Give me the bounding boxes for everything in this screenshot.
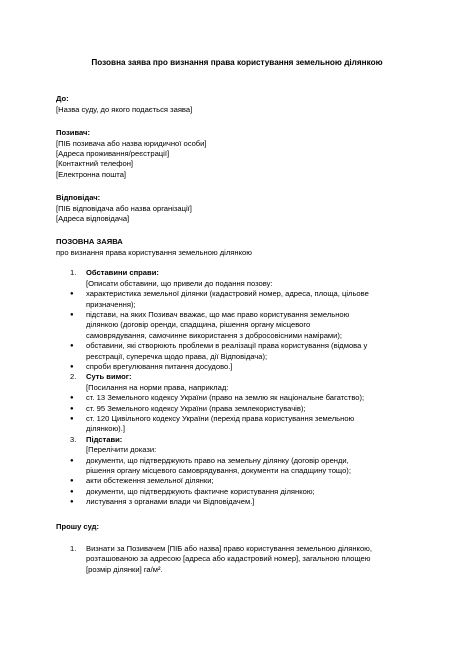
- bullet-text: спроби врегулювання питання досудово.]: [86, 361, 233, 371]
- court-name-placeholder: [Назва суду, до якого подається заява]: [56, 104, 193, 114]
- request-text-cont: [розмір ділянки] га/м².: [86, 564, 163, 574]
- plaintiff-email: [Електронна пошта]: [56, 169, 127, 179]
- defendant-address: [Адреса відповідача]: [56, 214, 130, 224]
- bullet-text-cont: призначення);: [86, 299, 136, 309]
- bullet-item: [56, 414, 418, 435]
- bullet-text-cont: ділянкою).]: [86, 424, 125, 434]
- bullet-item: [56, 404, 418, 414]
- section-intro: [Описати обставини, що привели до подання позову:: [86, 278, 273, 288]
- bullet-text-cont: рішення органу місцевого самоврядування, документи на спадщину тощо);: [86, 466, 351, 475]
- bullet-text: обставини, які створюють проблеми в реалізації права користування (відмова у: [86, 341, 368, 351]
- bullet-text-cont: реєстрації, суперечка щодо права, дії Відповідача);: [86, 351, 268, 361]
- request-label: Прошу суд:: [56, 521, 100, 531]
- bullet-text: документи, що підтверджують право на земельну ділянку (договір оренди,: [86, 455, 349, 465]
- defendant-label: Відповідач:: [56, 193, 101, 203]
- plaintiff-name: [ПІБ позивача або назва юридичної особи]: [56, 138, 207, 148]
- section-number: 3.: [70, 434, 77, 444]
- bullet-item: [56, 362, 418, 372]
- to-label: До:: [56, 94, 69, 104]
- section-bullets: [56, 456, 418, 508]
- defendant-block: [56, 193, 418, 224]
- section-bullets: [56, 393, 418, 435]
- bullet-text: документи, що підтверджують фактичне користування ділянкою;: [86, 486, 315, 496]
- section-number: 2.: [70, 372, 77, 382]
- section-title: Обставини справи:: [86, 268, 159, 278]
- bullet-item: [56, 289, 418, 310]
- section-bullets-wrap: [56, 456, 418, 508]
- request-text-cont: розташованою за адресою [адреса або кадастровий номер], загальною площею: [86, 554, 371, 564]
- bullet-item: [56, 487, 418, 497]
- bullet-text: листування з органами влади чи Відповідачем.]: [86, 497, 255, 507]
- section-bullets: [56, 289, 418, 372]
- section-intro: [Перелічити докази:: [86, 445, 157, 455]
- bullet-item: [56, 393, 418, 403]
- request-list: [56, 544, 418, 575]
- defendant-name: [ПІБ відповідача або назва організації]: [56, 203, 192, 213]
- bullet-text: характеристика земельної ділянки (кадастровий номер, адреса, площа, цільове: [86, 289, 369, 299]
- section-title: Суть вимог:: [86, 372, 132, 382]
- request-item: [56, 544, 418, 575]
- sections-list: [56, 268, 418, 507]
- section-bullets-wrap: [56, 289, 418, 372]
- claim-heading: ПОЗОВНА ЗАЯВА: [56, 237, 123, 247]
- bullet-text: ст. 13 Земельного кодексу України (право на землю як національне багатство);: [86, 393, 365, 403]
- plaintiff-label: Позивач:: [56, 128, 90, 138]
- bullet-item: [56, 310, 418, 341]
- section-bullets-wrap: [56, 393, 418, 435]
- bullet-item: [56, 456, 418, 477]
- bullet-text: ст. 120 Цивільного кодексу України (перехід права користування земельною: [86, 413, 355, 423]
- claim-subheading: про визнання права користування земельною ділянкою: [56, 247, 252, 257]
- bullet-text-cont: самоврядування, самочинне використання з добросовісними намірами);: [86, 330, 343, 340]
- section-item: [56, 435, 418, 456]
- plaintiff-phone: [Контактний телефон]: [56, 159, 134, 169]
- request-text: Визнати за Позивачем [ПІБ або назва] право користування земельною ділянкою,: [86, 544, 372, 554]
- section-item: [56, 372, 418, 393]
- bullet-item: [56, 341, 418, 362]
- bullet-text-cont: ділянкою (договір оренди, спадщина, рішення органу місцевого: [86, 320, 311, 330]
- section-item: [56, 268, 418, 289]
- section-intro: [Посилання на норми права, наприклад:: [86, 382, 229, 392]
- bullet-item: [56, 497, 418, 507]
- bullet-item: [56, 476, 418, 486]
- document-title: Позовна заява про визнання права користування земельною ділянкою: [91, 58, 383, 67]
- bullet-text: ст. 95 Земельного кодексу України (права землекористувачів);: [86, 403, 306, 413]
- section-number: 1.: [70, 268, 77, 278]
- to-block: [56, 94, 418, 115]
- plaintiff-address: [Адреса проживання/реєстрації]: [56, 149, 170, 159]
- bullet-text: підстави, на яких Позивач вважає, що має право користування земельною: [86, 309, 350, 319]
- section-title: Підстави:: [86, 434, 123, 444]
- plaintiff-block: [56, 128, 418, 180]
- request-number: 1.: [70, 544, 77, 554]
- bullet-text: акти обстеження земельної ділянки;: [86, 476, 214, 486]
